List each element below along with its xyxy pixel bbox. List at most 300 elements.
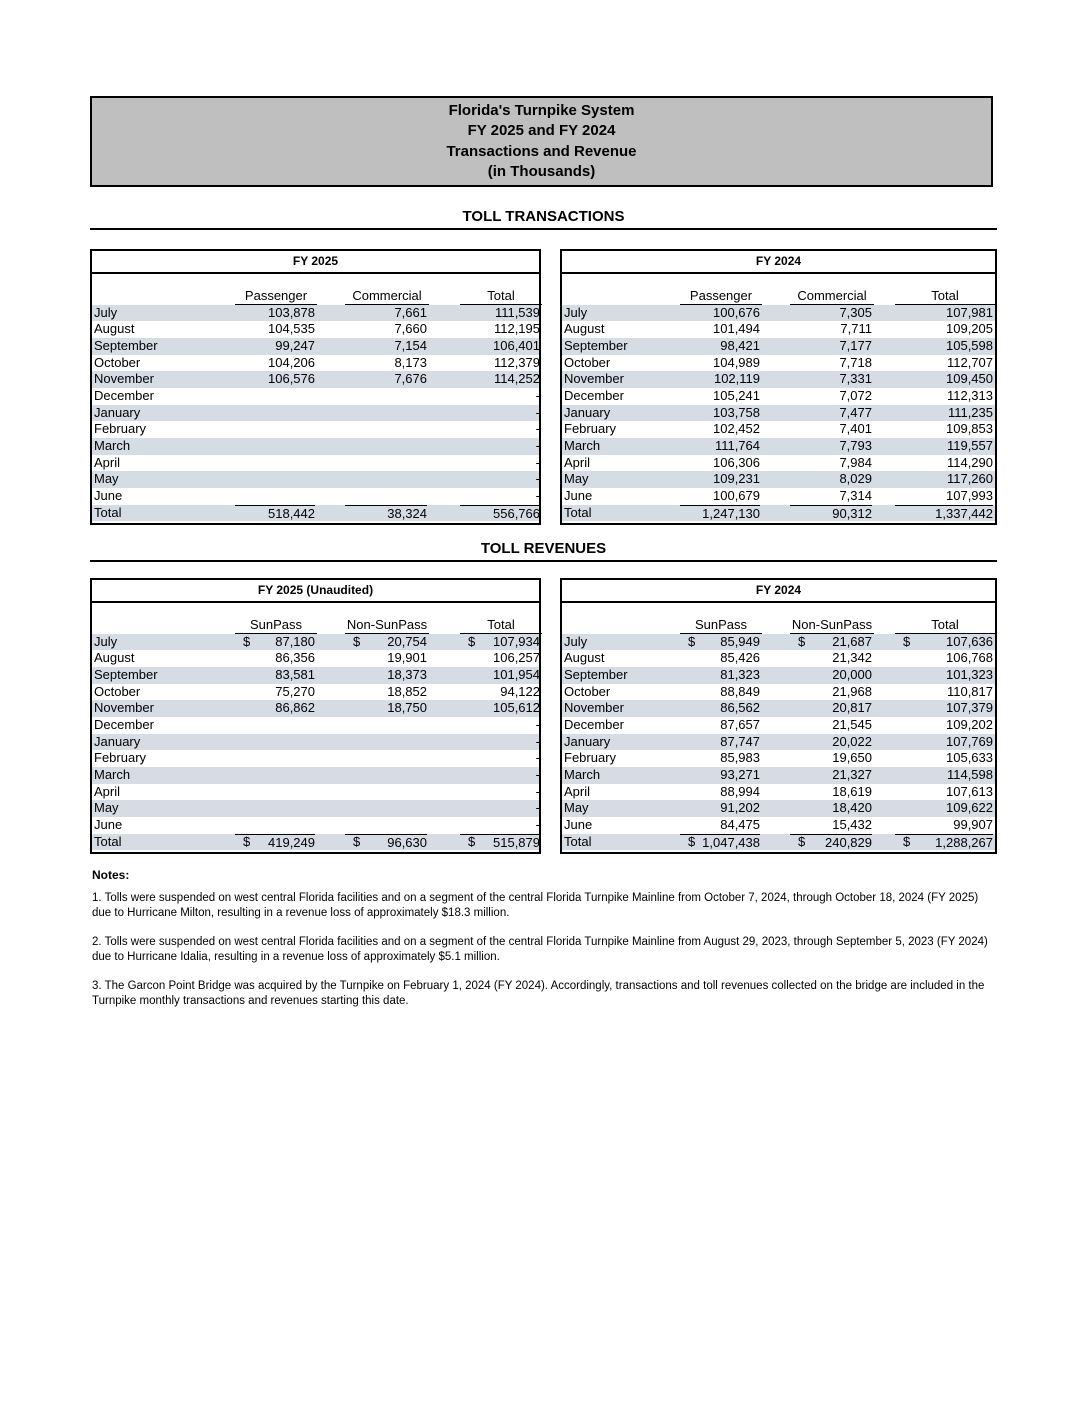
value-cell [345,421,427,438]
dollar-sign: $ [798,833,806,849]
header-line-2: FY 2025 and FY 2024 [467,122,616,139]
table-row [562,355,995,372]
value-cell: 94,122 [500,683,540,699]
column-header: Total [460,617,542,634]
value-cell [345,388,427,405]
transactions-section-rule [90,228,997,230]
value-cell: 106,768 [946,650,993,666]
value-cell: 15,432 [832,816,872,832]
total-row [562,834,995,851]
row-label: May [564,471,589,487]
value-cell: 18,619 [832,783,872,799]
dollar-sign: $ [688,833,696,849]
column-header: Non-SunPass [791,617,873,632]
value-cell [345,800,427,817]
value-cell [235,388,315,405]
row-label: December [94,387,154,403]
value-cell [345,717,427,734]
value-cell: - [535,387,540,403]
value-cell: - [535,766,540,782]
value-cell: 102,452 [713,421,760,437]
column-header-row [562,617,995,634]
value-cell: 21,342 [832,650,872,666]
value-cell: 103,878 [268,304,315,320]
dollar-sign: $ [798,633,806,649]
value-cell [235,800,315,817]
value-cell: - [535,421,540,437]
value-cell: - [535,816,540,832]
value-cell: 19,901 [387,650,427,666]
value-cell: 112,707 [946,354,993,370]
value-cell: 102,119 [713,371,760,387]
value-cell: 106,257 [493,650,540,666]
row-label: Total [94,833,122,849]
column-header: Passenger [235,288,317,305]
row-label: June [564,487,593,503]
value-cell: 87,657 [720,716,760,732]
value-cell: 105,633 [946,750,993,766]
table-row [562,371,995,388]
value-cell: 87,180 [275,633,315,649]
value-cell: 111,539 [494,304,540,320]
value-cell: - [535,471,540,487]
revenues-section-rule [90,560,997,562]
total-row [92,834,539,851]
value-cell: 1,288,267 [895,834,993,851]
table-row [92,734,539,751]
value-cell: 101,494 [713,321,760,337]
row-label: August [94,650,135,666]
row-label: January [564,733,611,749]
table-row [562,388,995,405]
value-cell: 110,817 [946,683,993,699]
table-row [562,650,995,667]
column-header-row [92,288,539,305]
row-label: April [564,454,591,470]
table-row [562,700,995,717]
column-header: SunPass [235,617,317,634]
value-cell: 18,750 [387,700,427,716]
table-row [92,321,539,338]
value-cell: 101,323 [946,666,993,682]
value-cell: 106,401 [493,337,540,353]
value-cell: - [535,437,540,453]
value-cell [235,767,315,784]
table-row [92,784,539,801]
table-title: FY 2025 (Unaudited) [92,580,539,603]
value-cell: 112,379 [493,354,540,370]
note-item: 2. Tolls were suspended on west central Florida facilities and on a segment of the central Florida Turnpike Mainline from August 29, 2023, through September 5, 2023 (FY 2024) due to Hurricane Idalia, resulting in a revenue loss of approximately $5.1 million. [92,936,988,963]
value-cell: 107,613 [946,783,993,799]
transactions-section-title: TOLL TRANSACTIONS [462,208,625,225]
value-cell: - [535,750,540,766]
row-label: September [564,337,628,353]
value-cell: 112,313 [946,387,993,403]
value-cell: 240,829 [790,834,872,851]
value-cell: 75,270 [275,683,315,699]
table-title: FY 2024 [562,251,995,274]
value-cell: 109,853 [946,421,993,437]
row-label: June [564,816,593,832]
value-cell: 104,206 [268,354,315,370]
row-label: November [564,700,624,716]
value-cell: 1,247,130 [680,505,760,522]
value-cell: 114,252 [493,371,540,387]
value-cell: 7,314 [839,487,872,503]
row-label: September [94,337,158,353]
value-cell: 85,949 [720,633,760,649]
value-cell: 21,327 [832,766,872,782]
dollar-sign: $ [903,833,911,849]
row-label: March [564,437,601,453]
value-cell: 85,983 [720,750,760,766]
row-label: September [94,666,158,682]
table-row [92,650,539,667]
row-label: June [94,816,123,832]
value-cell: 91,202 [720,800,760,816]
table-row [92,355,539,372]
dollar-sign: $ [353,833,361,849]
value-cell: 7,477 [839,404,872,420]
value-cell: 105,612 [493,700,540,716]
value-cell: 119,557 [946,437,993,453]
value-cell [235,421,315,438]
value-cell: 106,576 [268,371,315,387]
table-row [562,817,995,834]
row-label: October [564,683,611,699]
value-cell [235,488,315,505]
value-cell [235,717,315,734]
notes-title: Notes: [92,868,130,882]
value-cell [235,734,315,751]
row-label: March [94,766,131,782]
transactions-fy2024-table [560,249,997,525]
value-cell: 7,401 [839,421,872,437]
value-cell: 7,331 [839,371,872,387]
value-cell: 93,271 [720,766,760,782]
value-cell [345,734,427,751]
row-label: February [94,750,147,766]
value-cell: 515,879 [460,834,540,851]
table-row [562,634,995,651]
table-row [92,371,539,388]
value-cell: 109,202 [946,716,993,732]
value-cell [235,455,315,472]
column-header-row [562,288,995,305]
value-cell: 103,758 [713,404,760,420]
row-label: July [564,304,588,320]
row-label: November [94,700,154,716]
value-cell [345,438,427,455]
value-cell: 109,231 [713,471,760,487]
value-cell [235,438,315,455]
table-row [92,767,539,784]
table-row [562,750,995,767]
value-cell [345,488,427,505]
value-cell: 107,993 [946,487,993,503]
value-cell: 98,421 [720,337,760,353]
value-cell: - [535,733,540,749]
table-title: FY 2024 [562,580,995,603]
row-label: January [94,733,141,749]
table-row [92,338,539,355]
value-cell [345,405,427,422]
total-row [562,505,995,522]
table-row [92,488,539,505]
table-row [562,455,995,472]
value-cell [345,471,427,488]
row-label: July [94,304,118,320]
value-cell: 104,989 [713,354,760,370]
value-cell: 87,747 [720,733,760,749]
value-cell: 21,687 [832,633,872,649]
row-label: February [564,421,617,437]
column-header: Total [460,288,542,305]
value-cell: 20,022 [832,733,872,749]
revenues-section-title: TOLL REVENUES [480,540,607,557]
value-cell [235,817,315,834]
column-header: Non-SunPass [346,617,428,632]
value-cell [235,750,315,767]
column-header: Total [895,288,995,305]
value-cell: 7,072 [839,387,872,403]
row-label: January [564,404,611,420]
notes-section [92,868,997,1023]
value-cell: - [535,783,540,799]
value-cell: 86,862 [275,700,315,716]
row-label: June [94,487,123,503]
value-cell: 7,793 [839,437,872,453]
value-cell: 8,173 [394,354,427,370]
row-label: Total [94,504,122,520]
row-label: November [94,371,154,387]
table-row [562,684,995,701]
total-row [92,505,539,522]
value-cell [345,767,427,784]
row-label: March [564,766,601,782]
value-cell: 96,630 [345,834,427,851]
row-label: April [94,783,121,799]
value-cell: 111,764 [714,437,760,453]
value-cell: 21,968 [832,683,872,699]
value-cell: 90,312 [790,505,872,522]
table-row [562,321,995,338]
column-header: Total [895,617,995,634]
table-row [92,700,539,717]
value-cell: 21,545 [832,716,872,732]
value-cell [235,405,315,422]
note-item: 3. The Garcon Point Bridge was acquired by the Turnpike on February 1, 2024 (FY 2024). Accordingly, transactions and toll revenues collected on the bridge are included in the Turnpike monthly transactions and revenues starting this date. [92,980,985,1007]
value-cell: 114,290 [946,454,993,470]
value-cell: 7,661 [394,304,427,320]
value-cell: 107,981 [946,304,993,320]
value-cell: 104,535 [268,321,315,337]
row-label: September [564,666,628,682]
table-row [562,305,995,322]
value-cell: 88,849 [720,683,760,699]
row-label: October [94,683,141,699]
value-cell: 8,029 [839,471,872,487]
row-label: November [564,371,624,387]
value-cell: 19,650 [832,750,872,766]
value-cell: 556,766 [460,505,540,522]
value-cell: 1,047,438 [680,834,760,851]
value-cell: 1,337,442 [895,505,993,522]
column-header-row [92,617,539,634]
value-cell [235,784,315,801]
table-row [92,667,539,684]
row-label: October [564,354,611,370]
value-cell: 86,562 [720,700,760,716]
value-cell: 109,205 [946,321,993,337]
column-header: Passenger [680,288,762,305]
dollar-sign: $ [243,633,251,649]
transactions-fy2025-table [90,249,541,525]
table-row [562,338,995,355]
row-label: February [94,421,147,437]
row-label: October [94,354,141,370]
table-row [92,800,539,817]
value-cell [345,817,427,834]
value-cell: 100,679 [713,487,760,503]
value-cell: 99,247 [275,337,315,353]
report-header [90,96,993,187]
value-cell: 112,195 [493,321,540,337]
row-label: December [564,387,624,403]
table-row [562,800,995,817]
value-cell: 7,177 [839,337,872,353]
value-cell [345,750,427,767]
dollar-sign: $ [903,633,911,649]
value-cell: 518,442 [235,505,315,522]
value-cell: 18,420 [832,800,872,816]
value-cell: 7,660 [394,321,427,337]
table-row [92,405,539,422]
value-cell: - [535,716,540,732]
value-cell: 109,450 [946,371,993,387]
value-cell: 101,954 [493,666,540,682]
value-cell: - [535,487,540,503]
note-item: 1. Tolls were suspended on west central Florida facilities and on a segment of the central Florida Turnpike Mainline from October 7, 2024, through October 18, 2024 (FY 2025) due to Hurricane Milton, resulting in a revenue loss of approximately $18.3 million. [92,892,979,919]
value-cell: 99,907 [953,816,993,832]
value-cell: 107,379 [946,700,993,716]
value-cell: 107,934 [493,633,540,649]
value-cell: 107,769 [946,733,993,749]
value-cell: 83,581 [275,666,315,682]
value-cell: 85,426 [720,650,760,666]
table-row [92,421,539,438]
dollar-sign: $ [353,633,361,649]
value-cell: - [535,800,540,816]
table-row [562,421,995,438]
value-cell: - [535,404,540,420]
table-row [562,717,995,734]
value-cell: 20,000 [832,666,872,682]
row-label: May [94,471,119,487]
table-row [92,684,539,701]
table-row [92,471,539,488]
value-cell: - [535,454,540,470]
value-cell: 38,324 [345,505,427,522]
table-row [562,471,995,488]
row-label: February [564,750,617,766]
value-cell: 419,249 [235,834,315,851]
dollar-sign: $ [468,633,476,649]
table-row [92,634,539,651]
row-label: December [564,716,624,732]
value-cell [345,784,427,801]
value-cell: 111,235 [947,404,993,420]
value-cell: 20,817 [832,700,872,716]
row-label: August [564,321,605,337]
value-cell: 109,622 [946,800,993,816]
column-header: Commercial [345,288,429,305]
value-cell: 105,241 [713,387,760,403]
value-cell: 18,373 [387,666,427,682]
row-label: August [94,321,135,337]
value-cell: 7,305 [839,304,872,320]
value-cell: 18,852 [387,683,427,699]
table-row [562,784,995,801]
table-row [562,488,995,505]
value-cell: 7,676 [394,371,427,387]
header-line-1: Florida's Turnpike System [448,101,635,119]
value-cell [235,471,315,488]
table-row [92,817,539,834]
dollar-sign: $ [468,833,476,849]
table-row [562,405,995,422]
table-row [92,717,539,734]
table-title: FY 2025 [92,251,539,274]
row-label: August [564,650,605,666]
table-row [92,388,539,405]
value-cell: 106,306 [713,454,760,470]
column-header: Commercial [790,288,874,305]
value-cell: 107,636 [946,633,993,649]
value-cell: 86,356 [275,650,315,666]
table-row [562,767,995,784]
value-cell: 117,260 [946,471,993,487]
row-label: Total [564,504,592,520]
table-row [562,734,995,751]
value-cell: 7,984 [839,454,872,470]
value-cell: 81,323 [720,666,760,682]
row-label: January [94,404,141,420]
header-line-3: Transactions and Revenue [446,142,637,160]
row-label: April [94,454,121,470]
column-header: SunPass [680,617,762,634]
row-label: December [94,716,154,732]
value-cell: 7,154 [394,337,427,353]
value-cell: 100,676 [713,304,760,320]
row-label: July [564,633,588,649]
table-row [92,438,539,455]
table-row [562,438,995,455]
value-cell: 105,598 [946,337,993,353]
value-cell: 20,754 [387,633,427,649]
dollar-sign: $ [688,633,696,649]
table-row [92,750,539,767]
table-row [562,667,995,684]
value-cell: 84,475 [720,816,760,832]
header-line-4: (in Thousands) [487,163,596,180]
revenues-fy2024-table [560,578,997,854]
row-label: May [94,800,119,816]
value-cell: 7,718 [839,354,872,370]
value-cell: 114,598 [946,766,993,782]
row-label: April [564,783,591,799]
row-label: May [564,800,589,816]
